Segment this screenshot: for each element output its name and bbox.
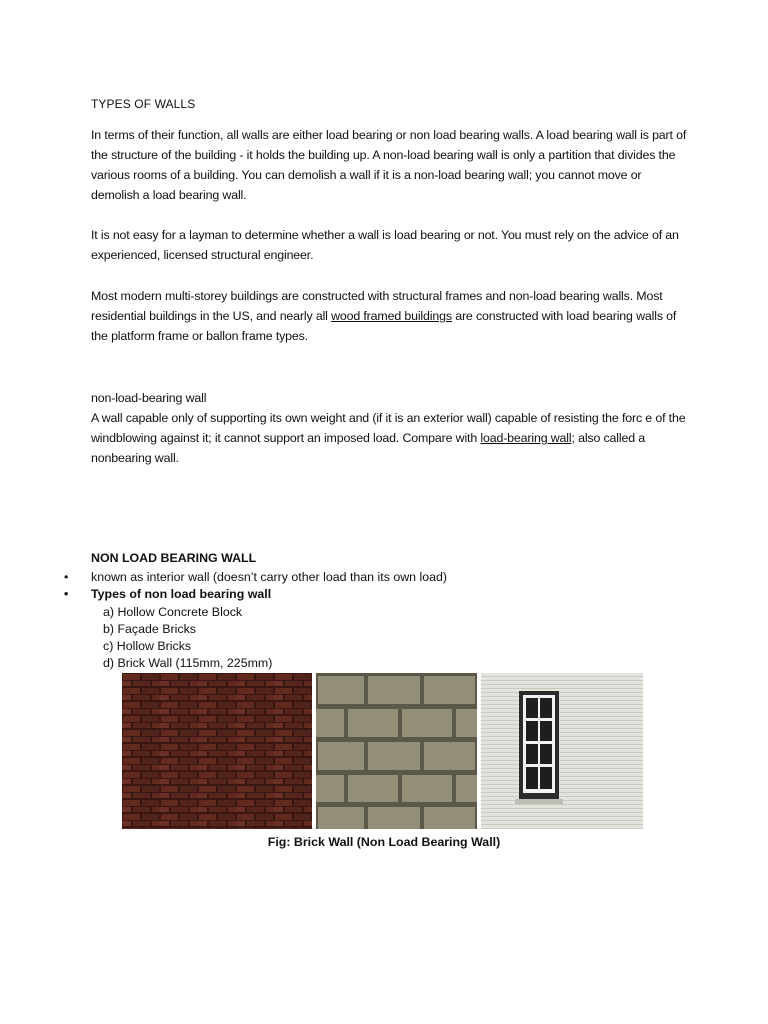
definition-block <box>91 388 691 468</box>
load-bearing-wall-link[interactable]: load-bearing wall <box>480 431 572 445</box>
page-title: TYPES OF WALLS <box>91 97 196 111</box>
list-item: b) Façade Bricks <box>103 622 196 636</box>
list-item: d) Brick Wall (115mm, 225mm) <box>103 656 273 670</box>
bullet-icon: • <box>64 587 69 601</box>
list-item: c) Hollow Bricks <box>103 639 192 653</box>
wood-framed-buildings-link[interactable]: wood framed buildings <box>331 309 452 323</box>
list-item: a) Hollow Concrete Block <box>103 605 243 619</box>
white-wall-window-photo <box>481 673 643 829</box>
concrete-block-photo <box>316 673 477 829</box>
brick-wall-photo <box>122 673 312 829</box>
bullet-list <box>64 569 447 603</box>
figure-caption: Fig: Brick Wall (Non Load Bearing Wall) <box>267 835 501 849</box>
section-heading: NON LOAD BEARING WALL <box>91 551 257 565</box>
paragraph-function: In terms of their function, all walls are either load bearing or non load bearing walls. A load bearing wall is part of the structure of the building - it holds the building up. A non-load bearing wall is only a partition that divides the various rooms of a building. You can demolish a wall if it is a non-load bearing wall; you cannot move or demolish a load bearing wall. <box>91 128 687 202</box>
definition-term: non-load-bearing wall <box>91 391 207 405</box>
wall-types-list <box>103 604 272 672</box>
bullet-icon: • <box>64 570 69 584</box>
paragraph-modern-buildings <box>91 286 691 346</box>
definition-text <box>91 408 691 468</box>
bullet-text: known as interior wall (doesn’t carry other load than its own load) <box>91 570 448 584</box>
list-item <box>64 569 447 586</box>
definition-text-after: ; also called a nonbearing wall. <box>91 431 646 465</box>
definition-text-before: A wall capable only of supporting its own weight and (if it is an exterior wall) capable of resisting the forc e of the windblowing against it; it cannot support an imposed load. Compare with <box>91 411 686 445</box>
list-item <box>64 586 447 603</box>
paragraph-text-after: are constructed with load bearing walls of the platform frame or ballon frame types. <box>91 309 677 343</box>
bullet-text: Types of non load bearing wall <box>91 587 272 601</box>
paragraph-engineer: It is not easy for a layman to determine whether a wall is load bearing or not. You must rely on the advice of an experienced, licensed structural engineer. <box>91 228 679 262</box>
paragraph-text-before: Most modern multi-storey buildings are constructed with structural frames and non-load bearing walls. Most residential buildings in the US, and nearly all <box>91 289 663 323</box>
